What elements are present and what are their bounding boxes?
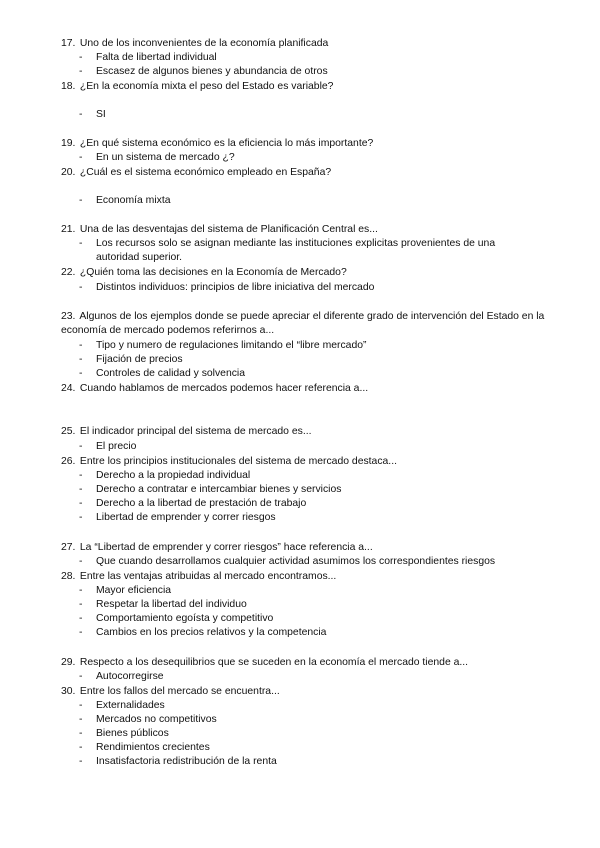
bullet-dash: - (79, 238, 83, 249)
bullet-dash: - (79, 728, 83, 739)
answer-text: Externalidades (96, 700, 165, 711)
bullet-dash: - (79, 152, 83, 163)
question-text: El indicador principal del sistema de mercado es... (79, 426, 312, 437)
bullet-dash: - (79, 512, 83, 523)
bullet-dash: - (79, 470, 83, 481)
question-28 (61, 570, 581, 584)
answer-text: Autocorregirse (96, 671, 164, 682)
answer-text: Economía mixta (96, 195, 171, 206)
question-26 (61, 455, 581, 469)
bullet-dash: - (79, 441, 83, 452)
bullet-dash: - (79, 599, 83, 610)
answer-text: Fijación de precios (96, 354, 183, 365)
question-number: 21. (61, 224, 76, 235)
question-text: ¿Cuál es el sistema económico empleado en España? (79, 167, 332, 178)
bullet-dash: - (79, 585, 83, 596)
bullet-dash: - (79, 714, 83, 725)
question-19 (61, 137, 581, 151)
question-25 (61, 425, 581, 439)
question-number: 28. (61, 571, 76, 582)
answer-text: Derecho a la propiedad individual (96, 470, 251, 481)
question-text: Entre los fallos del mercado se encuentra... (79, 686, 280, 697)
answer-text: Falta de libertad individual (96, 52, 217, 63)
bullet-dash: - (79, 195, 83, 206)
question-21 (61, 223, 581, 237)
question-number: 23. (61, 311, 76, 322)
answer-text: Controles de calidad y solvencia (96, 368, 246, 379)
bullet-dash: - (79, 282, 83, 293)
bullet-dash: - (79, 556, 83, 567)
answer-text: Que cuando desarrollamos cualquier actividad asumimos los correspondientes riesgos (96, 556, 496, 567)
question-text: Cuando hablamos de mercados podemos hacer referencia a... (79, 383, 369, 394)
answer-text: Derecho a la libertad de prestación de trabajo (96, 498, 307, 509)
question-18 (61, 80, 581, 94)
question-number: 18. (61, 81, 76, 92)
answer-text: Derecho a contratar e intercambiar bienes y servicios (96, 484, 342, 495)
question-17 (61, 37, 581, 51)
question-text: Uno de los inconvenientes de la economía planificada (79, 38, 329, 49)
answer-text: Insatisfactoria redistribución de la renta (96, 756, 277, 767)
question-24 (61, 382, 581, 396)
question-number: 26. (61, 456, 76, 467)
question-number: 24. (61, 383, 76, 394)
bullet-dash: - (79, 66, 83, 77)
bullet-dash: - (79, 498, 83, 509)
question-23 (61, 310, 576, 338)
question-text: Algunos de los ejemplos donde se puede apreciar el diferente grado de intervención del Estado en la economía de mercado podemos referirnos a... (61, 311, 545, 336)
question-29 (61, 656, 581, 670)
bullet-dash: - (79, 613, 83, 624)
answer-text: Libertad de emprender y correr riesgos (96, 512, 276, 523)
question-text: ¿En qué sistema económico es la eficiencia lo más importante? (79, 138, 374, 149)
bullet-dash: - (79, 109, 83, 120)
question-text: ¿Quién toma las decisiones en la Economía de Mercado? (79, 267, 347, 278)
answer-text: SI (96, 109, 106, 120)
question-number: 19. (61, 138, 76, 149)
bullet-dash: - (79, 742, 83, 753)
bullet-dash: - (79, 700, 83, 711)
answer-text: En un sistema de mercado ¿? (96, 152, 235, 163)
question-30 (61, 685, 581, 699)
bullet-dash: - (79, 484, 83, 495)
question-20 (61, 166, 581, 180)
question-number: 22. (61, 267, 76, 278)
question-text: ¿En la economía mixta el peso del Estado es variable? (79, 81, 334, 92)
answer-text: Bienes públicos (96, 728, 169, 739)
question-number: 20. (61, 167, 76, 178)
bullet-dash: - (79, 671, 83, 682)
question-number: 25. (61, 426, 76, 437)
question-text: La “Libertad de emprender y correr riesgos” hace referencia a... (79, 542, 373, 553)
answer-text: El precio (96, 441, 137, 452)
question-number: 27. (61, 542, 76, 553)
bullet-dash: - (79, 756, 83, 767)
bullet-dash: - (79, 368, 83, 379)
answer-text: Tipo y numero de regulaciones limitando el “libre mercado” (96, 340, 367, 351)
question-number: 30. (61, 686, 76, 697)
question-22 (61, 266, 581, 280)
question-text: Respecto a los desequilibrios que se suceden en la economía el mercado tiende a... (79, 657, 469, 668)
bullet-dash: - (79, 340, 83, 351)
bullet-dash: - (79, 627, 83, 638)
answer-text: Mercados no competitivos (96, 714, 217, 725)
answer-text: Distintos individuos: principios de libre iniciativa del mercado (96, 282, 375, 293)
answer-text: Cambios en los precios relativos y la competencia (96, 627, 327, 638)
answer-text: Respetar la libertad del individuo (96, 599, 247, 610)
answer-text: Los recursos solo se asignan mediante las instituciones explicitas provenientes de una autoridad superior. (96, 238, 496, 263)
answer-text: Comportamiento egoísta y competitivo (96, 613, 274, 624)
bullet-dash: - (79, 354, 83, 365)
question-27 (61, 541, 581, 555)
question-number: 17. (61, 38, 76, 49)
question-number: 29. (61, 657, 76, 668)
question-text: Entre las ventajas atribuidas al mercado encontramos... (79, 571, 337, 582)
question-text: Entre los principios institucionales del sistema de mercado destaca... (79, 456, 397, 467)
answer-text: Mayor eficiencia (96, 585, 172, 596)
answer-text: Rendimientos crecientes (96, 742, 210, 753)
question-text: Una de las desventajas del sistema de Planificación Central es... (79, 224, 378, 235)
answer-text: Escasez de algunos bienes y abundancia de otros (96, 66, 328, 77)
bullet-dash: - (79, 52, 83, 63)
